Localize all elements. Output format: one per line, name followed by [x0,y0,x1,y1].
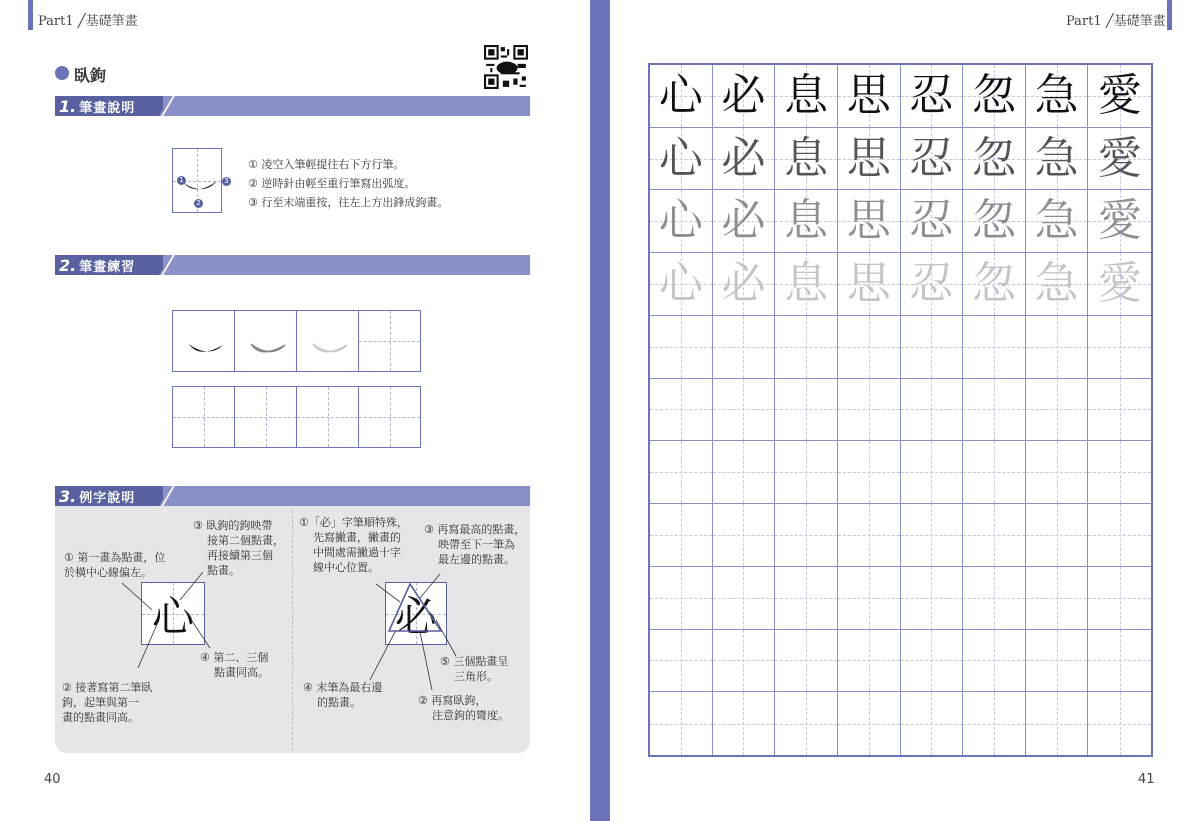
stroke-steps [248,155,448,212]
trace-cell[interactable] [775,253,838,316]
stroke-step: ③ 行至末端重按，往左上方出鋒成鉤畫。 [248,196,449,209]
practice-character: 思 [846,69,891,121]
blank-practice-cell[interactable] [1026,441,1089,504]
guide-line-vertical [994,441,995,503]
guide-line-vertical [931,692,932,755]
blank-practice-cell[interactable] [1088,567,1151,630]
section-header-cut [159,96,171,116]
blank-practice-cell[interactable] [1026,692,1089,755]
note-bi-1: ①「必」字筆順特殊， 先寫撇畫，撇畫的 中間處需撇過十字 線中心位置。 [299,516,408,574]
guide-line-vertical [204,387,205,447]
practice-character: 心 [658,258,703,310]
blank-practice-cell[interactable] [838,504,901,567]
left-page [0,0,590,821]
blank-practice-cell[interactable] [1088,316,1151,379]
section-header-stroke-practice [55,255,530,275]
blank-practice-cell[interactable] [838,567,901,630]
blank-practice-cell[interactable] [838,441,901,504]
blank-practice-cell[interactable] [838,379,901,442]
example-char-bi: 必 [394,591,437,641]
blank-practice-cell[interactable] [775,567,838,630]
blank-practice-cell[interactable] [963,316,1026,379]
trace-cell[interactable] [901,190,964,253]
running-header: Part1 ╱基礎筆畫 [1066,14,1166,29]
trace-cell[interactable] [713,190,776,253]
stroke-sample-faint [297,311,360,373]
guide-line-vertical [931,567,932,629]
practice-character: 忍 [909,258,954,310]
example-char-xin: 心 [151,591,194,641]
practice-character: 忽 [971,69,1016,121]
trace-cell[interactable] [963,253,1026,316]
practice-character: 愛 [1097,258,1142,310]
blank-practice-cell[interactable] [901,379,964,442]
blank-practice-cell[interactable] [901,504,964,567]
blank-practice-cell[interactable] [713,567,776,630]
guide-line-vertical [806,441,807,503]
blank-practice-cell[interactable] [1088,692,1151,755]
trace-cell[interactable] [838,128,901,191]
trace-cell[interactable] [963,65,1026,128]
blank-practice-cell[interactable] [650,316,713,379]
practice-character: 必 [721,69,766,121]
blank-practice-cell[interactable] [713,379,776,442]
trace-cell[interactable] [650,65,713,128]
trace-cell[interactable] [713,65,776,128]
blank-practice-cell[interactable] [713,504,776,567]
guide-line-vertical [1120,692,1121,755]
stroke-sample-outline [235,311,298,373]
trace-cell[interactable] [1088,65,1151,128]
guide-line-vertical [869,379,870,441]
guide-line-vertical [390,387,391,447]
trace-cell[interactable] [838,253,901,316]
blank-practice-cell[interactable] [901,441,964,504]
practice-character: 急 [1034,195,1079,247]
guide-line-vertical [806,692,807,755]
trace-cell[interactable] [838,190,901,253]
guide-line-vertical [681,504,682,566]
practice-character: 思 [846,195,891,247]
guide-line-vertical [743,567,744,629]
note-bi-2: ② 再寫臥鉤， 注意鉤的彎度。 [418,694,509,722]
guide-line-vertical [994,567,995,629]
section-title: 例字說明 [79,490,136,506]
guide-line-vertical [681,379,682,441]
practice-cell[interactable] [234,386,297,448]
trace-cell[interactable] [1088,253,1151,316]
guide-line-vertical [994,316,995,378]
blank-practice-cell[interactable] [650,630,713,693]
blank-practice-cell[interactable] [963,441,1026,504]
trace-cell[interactable] [713,253,776,316]
blank-practice-cell[interactable] [963,630,1026,693]
section-title: 筆畫練習 [79,259,136,275]
blank-practice-cell[interactable] [650,379,713,442]
trace-cell[interactable] [650,128,713,191]
blank-practice-cell[interactable] [1026,504,1089,567]
guide-line-vertical [266,387,267,447]
guide-line-vertical [1057,441,1058,503]
blank-practice-cell[interactable] [650,504,713,567]
example-char-box-bi [385,582,447,645]
practice-character: 忽 [971,258,1016,310]
section-label [55,96,163,116]
example-char-box-xin [141,582,205,645]
guide-line-vertical [806,567,807,629]
trace-cell[interactable] [1026,190,1089,253]
guide-line-vertical [1057,630,1058,692]
blank-practice-cell[interactable] [650,692,713,755]
blank-practice-cell[interactable] [1088,379,1151,442]
title-bullet-icon [55,66,69,80]
blank-practice-cell[interactable] [1026,630,1089,693]
practice-character: 忽 [971,195,1016,247]
trace-cell[interactable] [1026,253,1089,316]
guide-line-vertical [681,692,682,755]
practice-character: 忍 [909,132,954,184]
blank-practice-cell[interactable] [713,692,776,755]
guide-line-vertical [931,441,932,503]
blank-practice-cell[interactable] [775,316,838,379]
blank-practice-cell[interactable] [901,630,964,693]
guide-line-vertical [994,692,995,755]
guide-line-vertical [743,504,744,566]
practice-character: 必 [721,195,766,247]
practice-character: 息 [784,195,829,247]
step-marker-1: 1 [177,176,186,185]
practice-character: 思 [846,258,891,310]
trace-cell[interactable] [901,65,964,128]
practice-cell[interactable] [172,310,235,372]
guide-line-vertical [869,630,870,692]
practice-character: 息 [784,258,829,310]
running-header: Part1 ╱基礎筆畫 [38,14,138,29]
trace-cell[interactable] [901,253,964,316]
trace-cell[interactable] [650,253,713,316]
section-label [55,486,163,506]
blank-practice-cell[interactable] [838,316,901,379]
stroke-step: ② 逆時針由輕至重行筆寫出弧度。 [248,177,416,190]
guide-line-vertical [806,504,807,566]
page-number: 41 [1138,772,1155,787]
trace-cell[interactable] [901,128,964,191]
guide-line-vertical [931,379,932,441]
practice-character: 急 [1034,69,1079,121]
guide-line-vertical [681,441,682,503]
trace-cell[interactable] [1026,65,1089,128]
trace-cell[interactable] [775,190,838,253]
practice-character: 愛 [1097,69,1142,121]
blank-practice-cell[interactable] [713,630,776,693]
guide-line-vertical [931,504,932,566]
guide-line-vertical [994,630,995,692]
practice-character: 愛 [1097,195,1142,247]
stroke-practice-row-blank [172,386,421,448]
section-number: 3. [59,486,77,506]
guide-line-vertical [743,316,744,378]
practice-character: 心 [658,69,703,121]
practice-character: 忍 [909,69,954,121]
guide-line-vertical [1120,441,1121,503]
practice-character: 心 [658,195,703,247]
section-header-cut [159,486,171,506]
practice-character: 愛 [1097,132,1142,184]
blank-practice-cell[interactable] [963,567,1026,630]
stroke-practice-row-guided [172,310,421,372]
section-header-stroke-explanation [55,96,530,116]
example-divider [292,510,293,750]
blank-practice-cell[interactable] [713,316,776,379]
practice-character: 必 [721,132,766,184]
practice-character: 忽 [971,132,1016,184]
guide-line-vertical [1120,316,1121,378]
trace-cell[interactable] [1088,190,1151,253]
guide-line-vertical [1057,316,1058,378]
trace-cell[interactable] [650,190,713,253]
practice-cell[interactable] [172,386,235,448]
guide-line-vertical [869,441,870,503]
guide-line-vertical [328,387,329,447]
guide-line-vertical [931,630,932,692]
trace-cell[interactable] [775,128,838,191]
guide-line-vertical [1120,630,1121,692]
guide-line-vertical [681,567,682,629]
stroke-sample-dark [173,311,236,373]
guide-line-vertical [806,379,807,441]
blank-practice-cell[interactable] [650,441,713,504]
guide-line-vertical [931,316,932,378]
guide-line-vertical [869,316,870,378]
note-xin-1: ① 第一畫為點畫，位 於橫中心線偏左。 [64,551,166,579]
blank-practice-cell[interactable] [775,692,838,755]
guide-line-vertical [1057,567,1058,629]
section-label [55,255,163,275]
guide-line-vertical [806,316,807,378]
guide-line-vertical [994,379,995,441]
practice-cell[interactable] [358,310,421,372]
stroke-step: ① 凌空入筆輕提往右下方行筆。 [248,158,405,171]
practice-character: 必 [721,258,766,310]
practice-cell[interactable] [296,310,359,372]
page-title: 臥鉤 [74,66,107,85]
section-number: 1. [59,96,77,116]
guide-line-vertical [743,441,744,503]
practice-cell[interactable] [358,386,421,448]
step-marker-3: 3 [222,177,231,186]
trace-cell[interactable] [775,65,838,128]
guide-line-vertical [869,692,870,755]
trace-cell[interactable] [713,128,776,191]
practice-character: 急 [1034,132,1079,184]
guide-line-vertical [869,567,870,629]
practice-character: 思 [846,132,891,184]
blank-practice-cell[interactable] [775,441,838,504]
note-xin-2: ② 接著寫第二筆臥 鉤，起筆與第一 畫的點畫同高。 [62,681,153,724]
trace-cell[interactable] [963,128,1026,191]
blank-practice-cell[interactable] [1026,316,1089,379]
blank-practice-cell[interactable] [838,692,901,755]
blank-practice-cell[interactable] [1026,567,1089,630]
guide-line-vertical [743,630,744,692]
guide-line-vertical [1120,379,1121,441]
blank-practice-cell[interactable] [775,379,838,442]
trace-cell[interactable] [838,65,901,128]
blank-practice-cell[interactable] [1088,441,1151,504]
blank-practice-cell[interactable] [775,504,838,567]
guide-line-vertical [1057,379,1058,441]
practice-cell[interactable] [234,310,297,372]
guide-line-vertical [1120,567,1121,629]
practice-character: 息 [784,69,829,121]
note-bi-3: ③ 再寫最高的點畫， 映帶至下一筆為 最左邊的點畫。 [424,523,526,566]
guide-line-vertical [1120,504,1121,566]
guide-line-vertical [390,311,391,371]
section-header-example-explanation [55,486,530,506]
qr-code-icon [484,45,528,89]
practice-cell[interactable] [296,386,359,448]
guide-line-vertical [994,504,995,566]
header-accent-bar [1167,0,1172,30]
blank-practice-cell[interactable] [775,630,838,693]
trace-cell[interactable] [963,190,1026,253]
guide-line-vertical [681,630,682,692]
blank-practice-cell[interactable] [963,504,1026,567]
guide-line-vertical [806,630,807,692]
note-xin-4: ④ 第二、三個 點畫同高。 [200,651,269,679]
guide-line-vertical [743,379,744,441]
page-number: 40 [44,772,61,787]
blank-practice-cell[interactable] [1088,504,1151,567]
guide-line-vertical [681,316,682,378]
section-header-cut [159,255,171,275]
note-xin-3: ③ 臥鉤的鉤映帶 接第二個點畫， 再接續第三個 點畫。 [193,519,284,577]
trace-cell[interactable] [1088,128,1151,191]
blank-practice-cell[interactable] [650,567,713,630]
trace-cell[interactable] [1026,128,1089,191]
guide-line-vertical [869,504,870,566]
guide-line-vertical [1057,692,1058,755]
blank-practice-cell[interactable] [1088,630,1151,693]
blank-practice-cell[interactable] [1026,379,1089,442]
practice-character: 心 [658,132,703,184]
book-spine [590,0,610,821]
section-number: 2. [59,255,77,275]
blank-practice-cell[interactable] [901,567,964,630]
blank-practice-cell[interactable] [963,379,1026,442]
blank-practice-cell[interactable] [838,630,901,693]
guide-line-vertical [743,692,744,755]
blank-practice-cell[interactable] [713,441,776,504]
note-bi-5: ⑤ 三個點畫呈 三角形。 [440,655,509,683]
blank-practice-cell[interactable] [901,316,964,379]
guide-line-vertical [1057,504,1058,566]
blank-practice-cell[interactable] [901,692,964,755]
practice-character: 息 [784,132,829,184]
practice-sheet [648,63,1153,757]
blank-practice-cell[interactable] [963,692,1026,755]
note-bi-4: ④ 末筆為最右邊 的點畫。 [303,681,383,709]
section-title: 筆畫說明 [79,100,136,116]
practice-character: 急 [1034,258,1079,310]
practice-character: 忍 [909,195,954,247]
step-marker-2: 2 [194,199,203,208]
header-accent-bar [28,0,33,30]
